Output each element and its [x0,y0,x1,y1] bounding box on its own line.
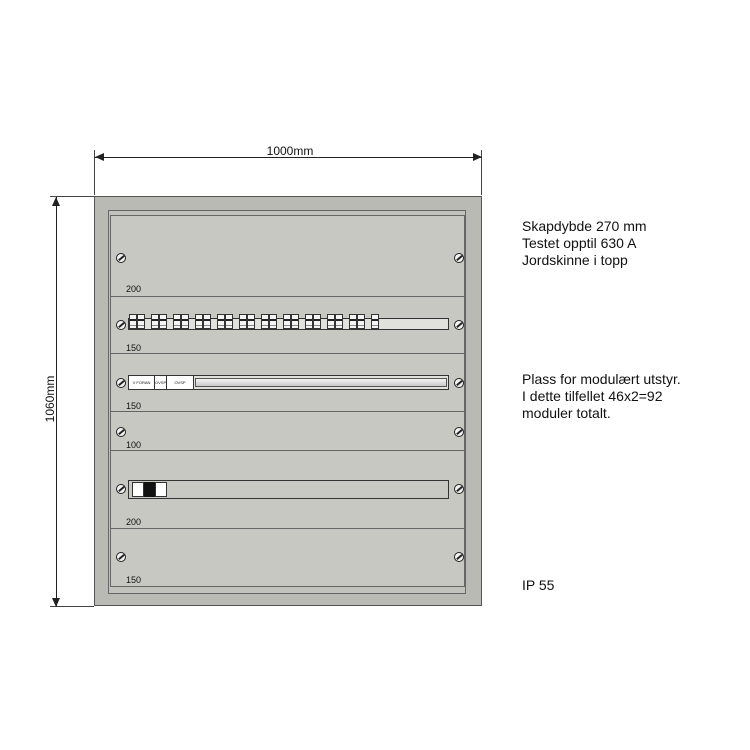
height-arrow-top-icon [52,197,60,206]
panel-6 [110,528,465,587]
breaker-row [129,314,379,329]
breaker-module [195,314,203,329]
note-line: Testet opptil 630 A [522,235,637,251]
din-rail [128,375,449,390]
device-module [144,482,155,497]
screw-icon [454,378,464,388]
screw-icon [116,320,126,330]
ip-rating: IP 55 [522,577,555,593]
breaker-module [371,314,379,329]
breaker-module [137,314,145,329]
breaker-module [291,314,299,329]
panel-1 [110,215,465,297]
breaker-module [203,314,211,329]
note-line: Jordskinne i topp [522,252,628,268]
spd-module-2: OVSP [155,376,167,389]
width-arrow-left-icon [95,153,104,161]
screw-icon [116,427,126,437]
screw-icon [116,378,126,388]
panel-3 [110,353,465,412]
screw-icon [116,253,126,263]
modular-note [522,371,681,422]
screw-icon [454,552,464,562]
cabinet-note [522,218,647,269]
breaker-module [217,314,225,329]
breaker-module [225,314,233,329]
panel-5 [110,450,465,529]
screw-icon [116,552,126,562]
spd-module-1: V FORAN [129,376,155,389]
device-module [132,482,144,497]
screw-icon [454,484,464,494]
breaker-module [269,314,277,329]
screw-icon [454,427,464,437]
note-line: Skapdybde 270 mm [522,218,647,234]
panel-6-label: 150 [126,575,142,585]
breaker-module [151,314,159,329]
breaker-module [261,314,269,329]
width-label: 1000mm [266,144,314,158]
panel-3-label: 150 [126,401,142,411]
breaker-module [247,314,255,329]
note-line: I dette tilfellet 46x2=92 [522,388,663,404]
breaker-module [357,314,365,329]
screw-icon [454,253,464,263]
panel-2 [110,296,465,354]
breaker-module [173,314,181,329]
spd-module-3: OVSP [167,376,194,389]
screw-icon [116,484,126,494]
breaker-module [313,314,321,329]
breaker-module [335,314,343,329]
height-label: 1060mm [43,375,57,423]
panel-1-label: 200 [126,284,142,294]
breaker-module [349,314,357,329]
panel-2-label: 150 [126,343,142,353]
note-line: Plass for modulært utstyr. [522,371,681,387]
breaker-module [327,314,335,329]
breaker-module [305,314,313,329]
rail-cover [195,378,447,387]
height-arrow-bottom-icon [52,598,60,607]
breaker-module [129,314,137,329]
breaker-module [283,314,291,329]
width-arrow-right-icon [473,153,482,161]
panel-4-label: 100 [126,440,142,450]
screw-icon [454,320,464,330]
breaker-module [239,314,247,329]
note-line: moduler totalt. [522,405,611,421]
breaker-module [181,314,189,329]
panel-5-label: 200 [126,517,142,527]
device-module [155,482,167,497]
breaker-module [159,314,167,329]
panel-4 [110,411,465,451]
din-rail [128,480,449,499]
